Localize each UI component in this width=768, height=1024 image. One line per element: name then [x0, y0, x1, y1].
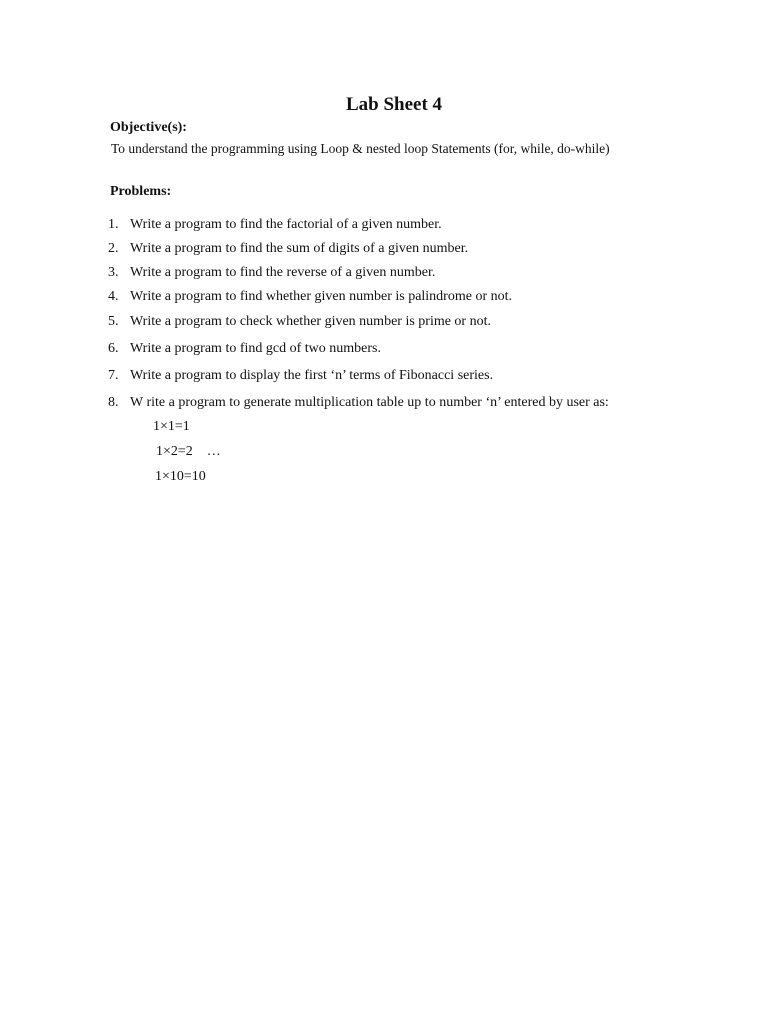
- multiplication-example-value: 1×2=2: [156, 444, 193, 459]
- problem-text: Write a program to check whether given number is prime or not.: [130, 314, 491, 329]
- problem-text: Write a program to find the reverse of a given number.: [130, 265, 436, 280]
- multiplication-example-line-3: 1×10=10: [155, 469, 206, 484]
- problem-text: Write a program to display the first ‘n’ terms of Fibonacci series.: [130, 368, 494, 383]
- problem-number: 7.: [108, 368, 119, 383]
- objective-text: To understand the programming using Loop & nested loop Statements (for, while, do-while): [111, 141, 610, 156]
- multiplication-example-line-2: [156, 443, 221, 461]
- problem-number: 4.: [108, 289, 119, 304]
- problem-text: Write a program to find the sum of digits of a given number.: [130, 241, 469, 256]
- problem-number: 6.: [108, 341, 119, 356]
- problem-item-6: [108, 340, 728, 358]
- problem-text: Write a program to find gcd of two numbers.: [130, 341, 381, 356]
- problem-item-5: [108, 313, 728, 331]
- problem-item-1: [108, 216, 728, 234]
- problem-number: 3.: [108, 265, 119, 280]
- problem-text: Write a program to find whether given number is palindrome or not.: [130, 289, 512, 304]
- problem-number: 5.: [108, 314, 119, 329]
- problem-number: 2.: [108, 241, 119, 256]
- problems-heading: Problems:: [110, 184, 172, 199]
- problem-item-3: [108, 264, 728, 282]
- problem-number: 8.: [108, 395, 119, 410]
- problem-number: 1.: [108, 217, 119, 232]
- page-title: Lab Sheet 4: [345, 94, 443, 115]
- problem-item-8: [108, 394, 728, 412]
- objective-heading: Objective(s):: [110, 120, 187, 135]
- problem-text: W rite a program to generate multiplication table up to number ‘n’ entered by user as:: [130, 395, 609, 410]
- problem-text: Write a program to find the factorial of a given number.: [130, 217, 442, 232]
- problem-item-4: [108, 288, 728, 306]
- problem-item-7: [108, 367, 728, 385]
- multiplication-example-line-1: 1×1=1: [153, 419, 190, 434]
- multiplication-example-ellipsis: …: [206, 444, 221, 459]
- problem-item-2: [108, 240, 728, 258]
